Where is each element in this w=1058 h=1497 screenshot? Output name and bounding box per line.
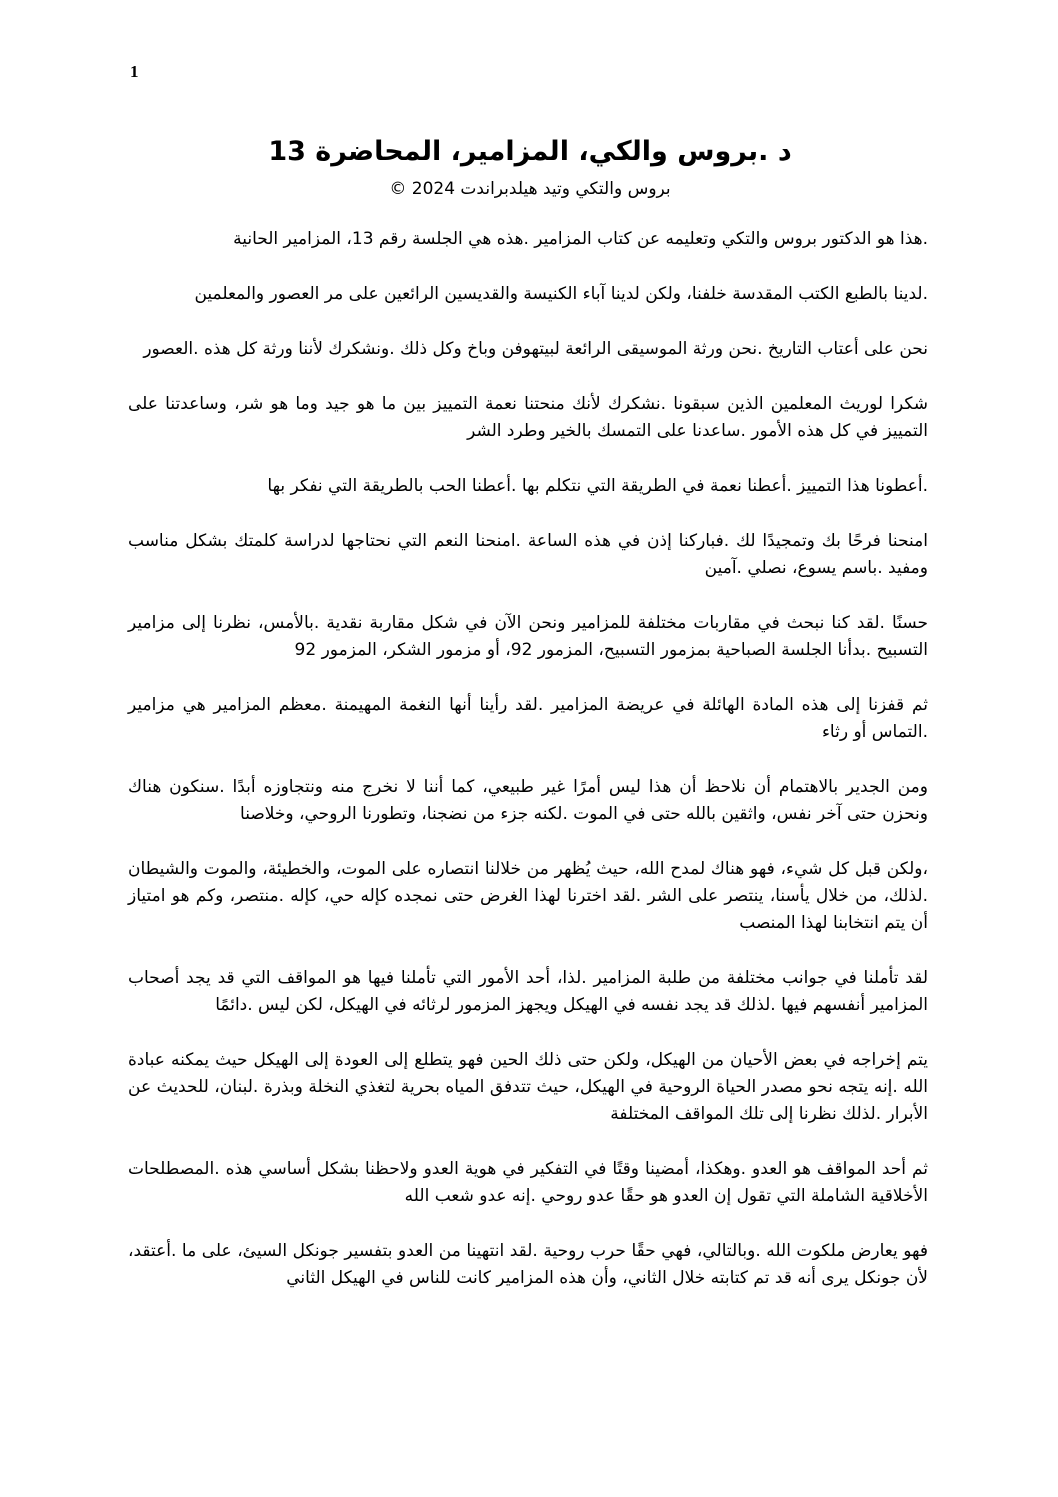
paragraph: ،ولكن قبل كل شيء، فهو هناك لمدح الله، حيث يُظهر من خلالنا انتصاره على الموت، والخطيئة، والموت والشيطان .لذلك، من خلال يأسنا، ينتصر على الشر .لقد اخترنا لهذا الغرض حتى نمجده كإله حي، كإله .منتصر، وكم هو امتياز أن يتم انتخابنا لهذا المنصب [128,859,928,933]
paragraph: يتم إخراجه في بعض الأحيان من الهيكل، ولكن حتى ذلك الحين فهو يتطلع إلى العودة إلى الهيكل حيث يمكنه عبادة الله .إنه يتجه نحو مصدر الحياة الروحية في الهيكل، حيث تتدفق المياه بحرية لتغذي النخلة وبذرة .لبنان، للحديث عن الأبرار .لذلك نظرنا إلى تلك المواقف المختلفة [128,1050,928,1124]
paragraph: .أعطونا هذا التمييز .أعطنا نعمة في الطريقة التي نتكلم بها .أعطنا الحب بالطريقة التي نفكر بها [267,476,928,496]
paragraph: نحن على أعتاب التاريخ .نحن ورثة الموسيقى الرائعة لبيتهوفن وباخ وكل ذلك .ونشكرك لأننا ورثة كل هذه .العصور [143,339,928,359]
paragraph: امنحنا فرحًا بك وتمجيدًا لك .فباركنا إذن في هذه الساعة .امنحنا النعم التي نحتاجها لدراسة كلمتك بشكل مناسب ومفيد .باسم يسوع، نصلي .آمين [128,531,928,578]
paragraph: ومن الجدير بالاهتمام أن نلاحظ أن هذا ليس أمرًا غير طبيعي، كما أننا لا نخرج منه ونتجاوزه أبدًا .سنكون هناك ونحزن حتى آخر نفس، واثقين بالله حتى في الموت .لكنه جزء من نضجنا، وتطورنا الروحي، وخلاصنا [128,777,928,824]
document-subtitle: بروس والتكي وتيد هيلدبراندت 2024 © [389,179,671,199]
paragraph: حسنًا .لقد كنا نبحث في مقاربات مختلفة للمزامير ونحن الآن في شكل مقاربة نقدية .بالأمس، نظرنا إلى مزامير التسبيح .بدأنا الجلسة الصباحية بمزمور التسبيح، المزمور 92، أو مزمور الشكر، المزمور 92 [128,613,928,660]
paragraph: فهو يعارض ملكوت الله .وبالتالي، فهي حقًا حرب روحية .لقد انتهينا من العدو بتفسير جونكل السيئ، على ما .أعتقد، لأن جونكل يرى أنه قد تم كتابته خلال الثاني، وأن هذه المزامير كانت للناس في الهيكل الثاني [128,1241,928,1288]
paragraph: ثم أحد المواقف هو العدو .وهكذا، أمضينا وقتًا في التفكير في هوية العدو ولاحظنا بشكل أساسي هذه .المصطلحات الأخلاقية الشاملة التي تقول إن العدو هو حقًا عدو روحي .إنه عدو شعب الله [128,1159,928,1206]
paragraph: ثم قفزنا إلى هذه المادة الهائلة في عريضة المزامير .لقد رأينا أنها النغمة المهيمنة .معظم المزامير هي مزامير .التماس أو رثاء [128,695,928,742]
paragraph: شكرا لوريث المعلمين الذين سبقونا .نشكرك لأنك منحتنا نعمة التمييز بين ما هو جيد وما هو شر، وساعدتنا على التمييز في كل هذه الأمور .ساعدنا على التمسك بالخير وطرد الشر [128,394,928,441]
document-title: د .بروس والكي، المزامير، المحاضرة 13 [268,136,792,167]
page-number: 1 [130,62,139,81]
paragraph: لقد تأملنا في جوانب مختلفة من طلبة المزامير .لذا، أحد الأمور التي تأملنا فيها هو المواقف التي قد يجد أصحاب المزامير أنفسهم فيها .لذلك قد يجد نفسه في الهيكل ويجهز المزمور لرثائه في الهيكل، لكن ليس .دائمًا [128,968,928,1015]
paragraph: .لدينا بالطبع الكتب المقدسة خلفنا، ولكن لدينا آباء الكنيسة والقديسين الرائعين على مر العصور والمعلمين [194,284,928,304]
document-body [128,226,928,1320]
paragraph: .هذا هو الدكتور بروس والتكي وتعليمه عن كتاب المزامير .هذه هي الجلسة رقم 13، المزامير الحانية [233,229,928,249]
